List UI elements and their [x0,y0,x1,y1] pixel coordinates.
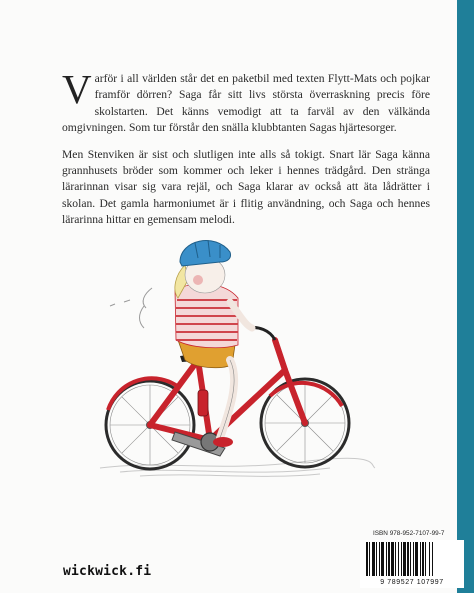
blurb-paragraph-1-text: arför i all världen står det en paketbil med texten Flytt-Mats och pojkar framför dörren? Saga får sitt livs största överraskning precis före skolstarten. Det känns vemodigt att ta farväl av den välkända omgivningen. Som tur förstår den snälla klubbtanten Sagas hjärtesorger. [62,72,430,135]
girl-on-bicycle-illustration [80,210,380,530]
barcode-bar [369,542,370,576]
barcode-bar [422,542,424,576]
motion-lines [110,288,152,328]
cheek [193,275,203,285]
barcode-bar [420,542,421,576]
barcode-bar [372,542,375,576]
barcode-bar [425,542,426,576]
barcode-bar [386,542,387,576]
publisher-logo: wickwick.fi [63,564,152,579]
barcode-bar [388,542,390,576]
barcode-bar [395,542,396,576]
barcode-bar [407,542,409,576]
book-spine [457,0,474,593]
barcode-bar [398,542,399,576]
barcode-bar [366,542,368,576]
isbn-label: ISBN 978-952-7107-99-7 [373,530,445,537]
shoe [213,437,233,447]
barcode-bar [413,542,414,576]
water-bottle [198,390,208,416]
barcode-bar [391,542,394,576]
girl-figure [175,240,252,447]
barcode-digits: 9 789527 107997 [380,579,444,586]
barcode-bar [410,542,411,576]
blue-helmet [180,241,231,266]
blurb-paragraph-2: Men Stenviken är sist och slutligen inte alls så tokigt. Snart lär Saga känna grannhusets bröder som kommer och leker i hennes trädgård. Den stränga lärarinnan visar sig vara rejäl, och Saga klarar av också att äta lådrätter i skolan. Det gamla harmoniumet är i flitig användning, och Saga och hennes lärarinna hittar en gemensam melodi. [62,147,430,227]
barcode-bar [376,542,377,576]
barcode-bar [432,542,433,576]
blurb-paragraph-1 [62,66,430,137]
barcode-bar [415,542,418,576]
drop-cap: V [62,66,92,112]
barcode-bar [401,542,402,576]
barcode-bar [379,542,380,576]
barcode-bar [381,542,384,576]
barcode-bar [403,542,406,576]
barcode-bar [429,542,430,576]
